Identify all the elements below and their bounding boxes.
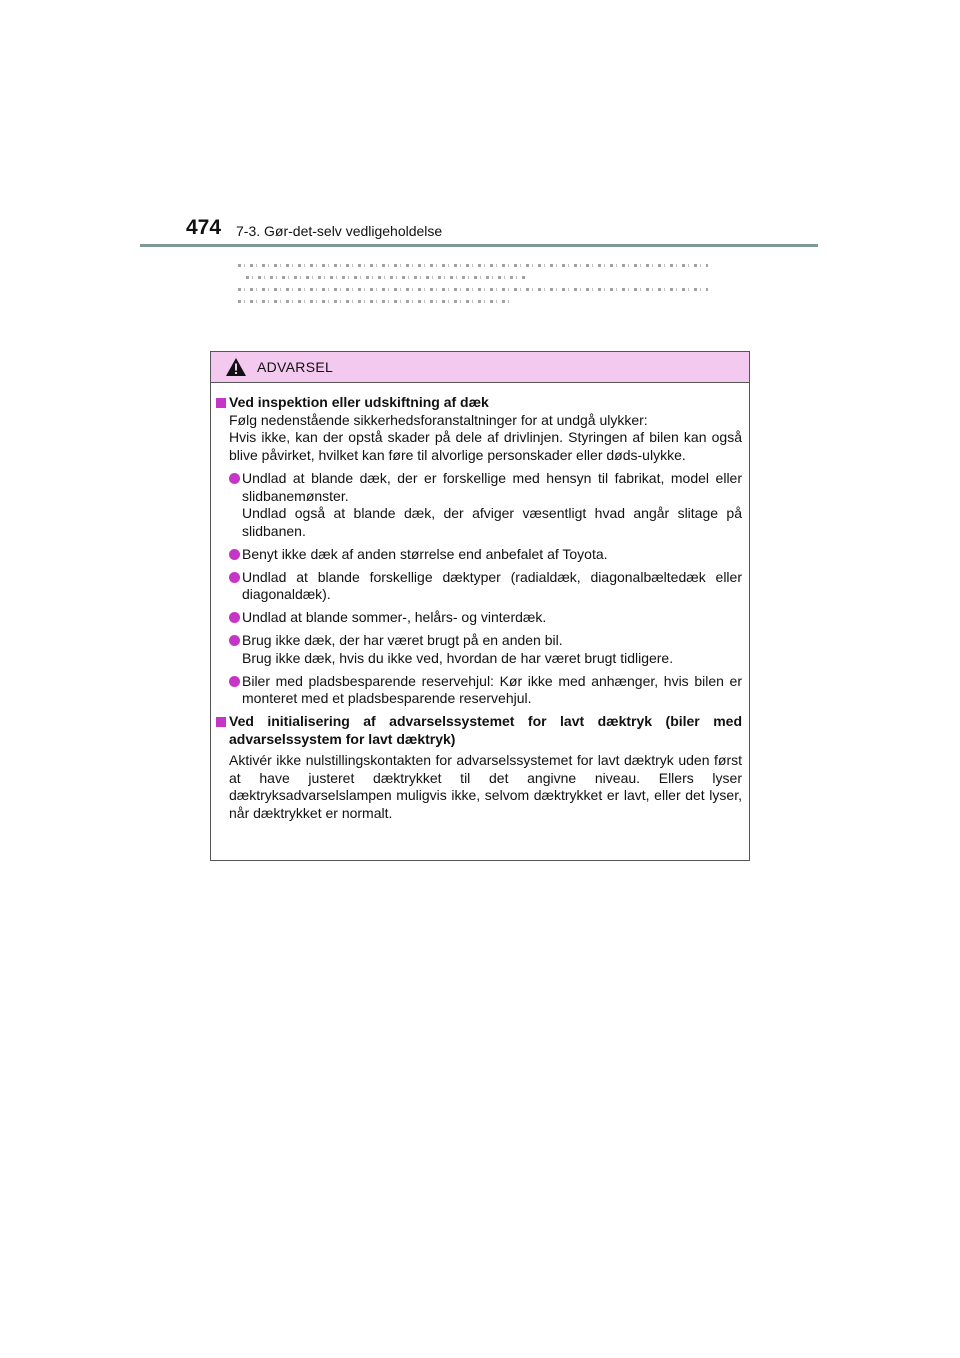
section-title: 7-3. Gør-det-selv vedligeholdelse xyxy=(236,223,443,239)
warning-content xyxy=(211,394,749,822)
topic-title: Ved initialisering af advarselssystemet for lavt dæktryk (biler med advarselssystem for lavt dæktryk) xyxy=(229,713,742,747)
faint-text-line xyxy=(238,288,708,291)
list-item xyxy=(229,673,742,708)
list-item-text: Undlad at blande sommer-, helårs- og vinterdæk. xyxy=(242,609,547,625)
list-item-text: Biler med pladsbesparende reservehjul: Kør ikke med anhænger, hvis bilen er monteret med et pladsbesparende reservehjul. xyxy=(242,672,742,706)
list-item-text: Undlad at blande forskellige dæktyper (radialdæk, diagonalbæltedæk eller diagonaldæk). xyxy=(242,568,742,602)
list-item-text: Brug ikke dæk, der har været brugt på en anden bil. xyxy=(242,632,563,648)
list-item-text: Undlad også at blande dæk, der afviger væsentligt hvad angår slitage på slidbanen. xyxy=(242,505,742,539)
list-item xyxy=(229,569,742,604)
round-bullet-icon xyxy=(229,676,240,687)
list-item-text: Benyt ikke dæk af anden størrelse end anbefalet af Toyota. xyxy=(242,545,608,562)
faint-text-line xyxy=(238,264,708,267)
list-item xyxy=(229,470,742,540)
topic-title: Ved inspektion eller udskiftning af dæk xyxy=(229,394,489,410)
topic-paragraph: Aktivér ikke nulstillingskontakten for advarselssystemet for lavt dæktryk uden først at have justeret dæktrykket til det angivne niveau. Ellers lyser dæktryksadvarselslampen muligvis ikke, selvom dæktrykket er lavt, eller det lyser, når dæktrykket er normalt. xyxy=(229,752,742,821)
warning-header xyxy=(211,352,749,383)
square-bullet-icon xyxy=(216,717,226,727)
round-bullet-icon xyxy=(229,473,240,484)
warning-triangle-icon xyxy=(225,357,247,377)
list-item-text: Undlad at blande dæk, der er forskellige med hensyn til fabrikat, model eller slidbanemønster. xyxy=(242,470,742,504)
warning-box xyxy=(210,351,750,861)
topic-paragraph: Følg nedenstående sikkerhedsforanstaltninger for at undgå ulykker: xyxy=(229,411,648,428)
round-bullet-icon xyxy=(229,572,240,583)
warning-title: ADVARSEL xyxy=(257,359,334,375)
list-item-text: Brug ikke dæk, hvis du ikke ved, hvordan de har været brugt tidligere. xyxy=(242,649,674,666)
list-item xyxy=(229,632,742,667)
faint-text-line xyxy=(246,276,528,279)
page-header xyxy=(140,216,818,246)
round-bullet-icon xyxy=(229,635,240,646)
faint-text-block xyxy=(238,264,708,312)
topic-paragraph: Hvis ikke, kan der opstå skader på dele af drivlinjen. Styringen af bilen kan også blive påvirket, hvilket kan føre til alvorlige personskader eller døds-ulykke. xyxy=(229,429,742,463)
list-item xyxy=(229,609,742,627)
square-bullet-icon xyxy=(216,398,226,408)
round-bullet-icon xyxy=(229,549,240,560)
faint-text-line xyxy=(238,300,511,303)
list-item xyxy=(229,546,742,564)
round-bullet-icon xyxy=(229,612,240,623)
bullet-list xyxy=(229,470,742,708)
warning-topic xyxy=(211,394,749,708)
warning-topic xyxy=(211,713,749,822)
header-rule xyxy=(140,244,818,247)
page-number: 474 xyxy=(186,216,222,239)
